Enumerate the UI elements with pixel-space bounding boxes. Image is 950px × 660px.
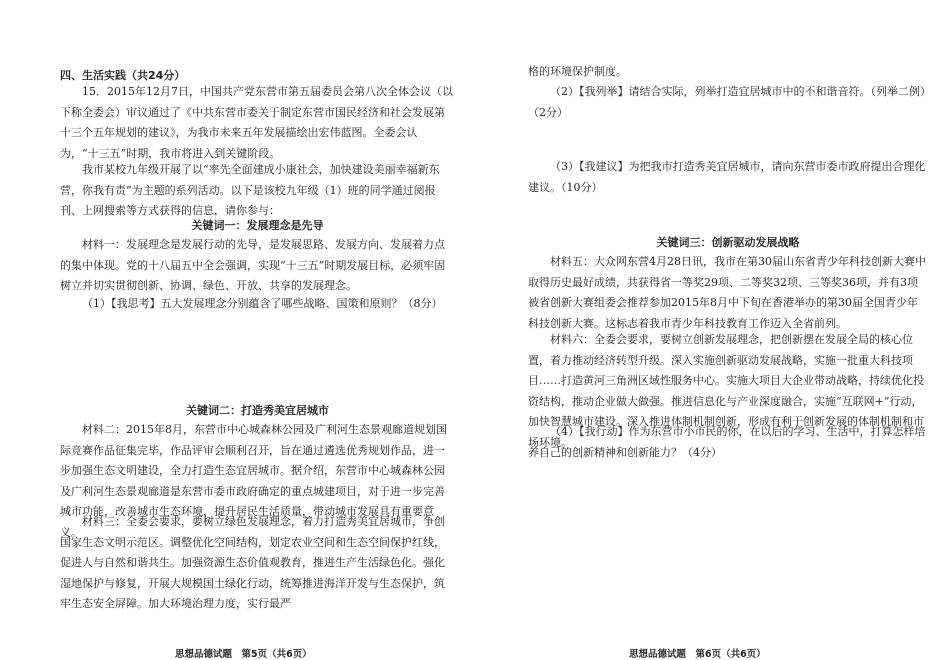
page-footer-right: 思想品德试题 第6页（共6页）: [629, 648, 766, 660]
question-2: （2）【我列举】请结合实际，列举打造宜居城市中的不和谐音符。（列举二例）（2分）: [528, 85, 926, 119]
page-footer-left: 思想品德试题 第5页（共6页）: [175, 648, 312, 660]
material-1: 材料一：发展理念是发展行动的先导，是发展思路、发展方向、发展着力点的集中体现。党的十八届五中全会强调，实现“十三五”时期发展目标，必须牢固树立并切实贯彻创新、协调、绿色、开放、共享的发展理念。: [60, 238, 446, 293]
material-3-continued: 格的环境保护制度。: [528, 65, 627, 78]
material-3: 材料三：全委会要求，要树立绿色发展理念，着力打造秀美宜居城市，争创国家生态文明示范区。调整优化空间结构，划定农业空间和生态空间保护红线，促进人与自然和谐共生。加强资源生态价值观教育，推进生产生活绿色化。强化湿地保护与修复，开展大规模国土绿化行动，统筹推进海洋开发与生态保护，筑牢生态安全屏障。加大环境治理力度，实行最严: [60, 515, 445, 611]
intro-paragraph-1: 15．2015年12月7日，中国共产党东营市第五届委员会第八次全体会议（以下称全委会）审议通过了《中共东营市委关于制定东营市国民经济和社会发展第十三个五年规划的建议》，为我市未来五年发展描绘出宏伟蓝图。全委会认为，“十三五”时期，我市将进入到关键阶段。: [60, 85, 453, 160]
section-title: 四、生活实践（共24分）: [60, 69, 186, 82]
question-3: （3）【我建议】为把我市打造秀美宜居城市，请向东营市委市政府提出合理化建议。（10分）: [528, 160, 926, 194]
question-4: （4）【我行动】作为东营市小市民的你，在以后的学习、生活中，打算怎样培养自己的创新精神和创新能力？（4分）: [528, 425, 926, 459]
question-1: （1）【我思考】五大发展理念分别蕴含了哪些战略、国策和原则？（8分）: [82, 297, 443, 310]
left-page: [0, 0, 475, 658]
keyword-3-heading: 关键词三：创新驱动发展战略: [656, 236, 800, 249]
material-5: 材料五：大众网东营4月28日讯，我市在第30届山东省青少年科技创新大赛中取得历史最好成绩，共获得省一等奖29项、二等奖32项、三等奖36项，并有3项被省创新大赛组委会推荐参加2015年8月中下旬在香港举办的第30届全国青少年科技创新大赛。这标志着我市青少年科技教育工作迈入全省前列。: [528, 255, 926, 330]
material-2: 材料二：2015年8月，东营市中心城森林公园及广利河生态景观廊道规划国际竞赛作品征集完毕，作品评审会顺利召开，旨在通过遴选优秀规划作品，进一步加强生态文明建设，全力打造生态宜居城市。据介绍，东营市中心城森林公园及广利河生态景观廊道是东营市委市政府确定的重点城建项目，对于进一步完善城市功能，改善城市生态环境，提升居民生活质量，带动城市发展具有重要意义。: [60, 423, 447, 539]
material-6: 材料六：全委会要求，要树立创新发展理念，把创新摆在发展全局的核心位置，着力推动经济转型升级。深入实施创新驱动发展战略，实施一批重大科技项目……打造黄河三角洲区域性服务中心。实施大项目大企业带动战略，持续优化投资结构，推动企业做大做强。推进信息化与产业深度融合，实施“互联网+”行动，加快智慧城市建设。深入推进体制机制创新，形成有利于创新发展的体制机制和市场环境。: [528, 333, 924, 449]
keyword-2-heading: 关键词二：打造秀美宜居城市: [186, 404, 329, 417]
right-page: [475, 0, 950, 658]
intro-paragraph-2: 我市某校九年级开展了以“率先全面建成小康社会，加快建设美丽幸福新东营，你我有责”为主题的系列活动。以下是该校九年级（1）班的同学通过阅报刊、上网搜索等方式获得的信息，请你参与：: [60, 163, 440, 218]
keyword-1-heading: 关键词一：发展理念是先导: [191, 219, 324, 232]
